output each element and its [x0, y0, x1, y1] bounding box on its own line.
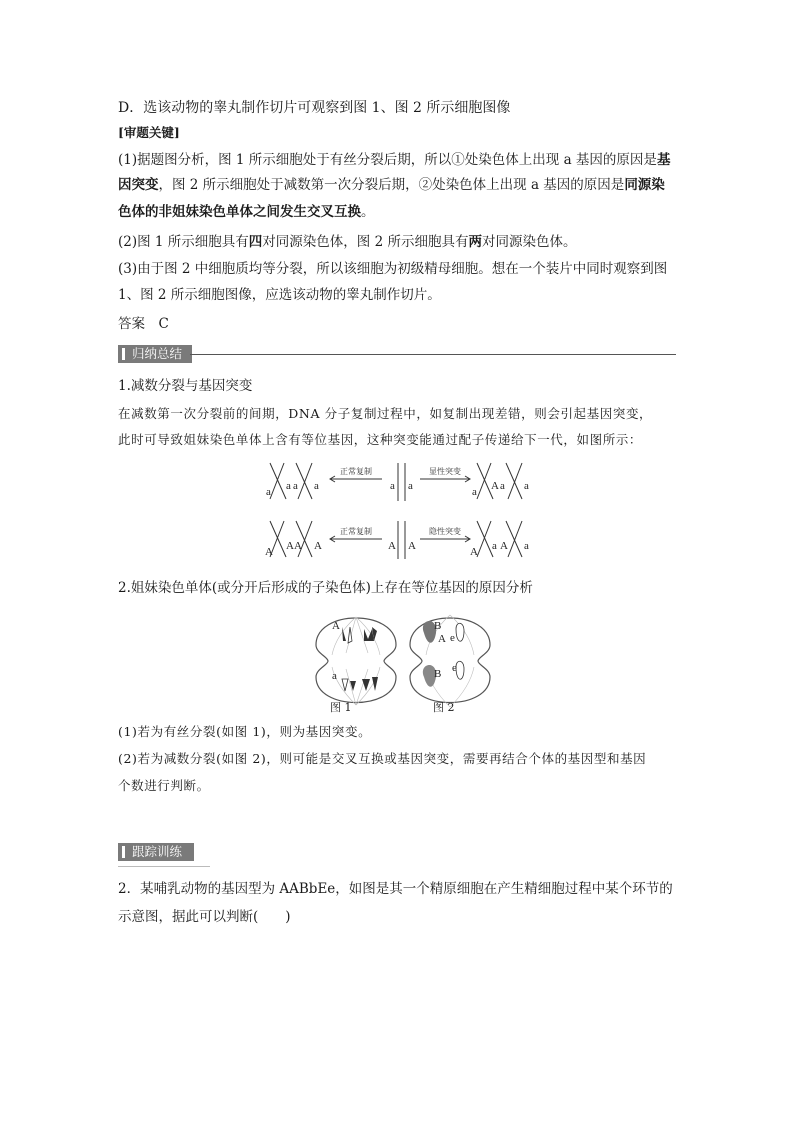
gene-label: A	[470, 546, 478, 558]
cell2-label-A: A	[438, 633, 446, 645]
fig1-caption: 图 1	[330, 701, 352, 714]
gene-label: a	[266, 486, 271, 498]
analysis-p1-line2: 因突变，图 2 所示细胞处于减数第一次分裂后期，②处染色体上出现 a 基因的原因是同源染	[118, 177, 665, 193]
s1-title: 1.减数分裂与基因突变	[118, 378, 253, 394]
analysis-p1-line1: (1)据题图分析，图 1 所示细胞处于有丝分裂后期，所以①处染色体上出现 a 基因的原因是基	[118, 152, 671, 168]
mutation-figure	[262, 455, 540, 567]
cell1-label-a: a	[332, 670, 337, 682]
gene-label: A	[286, 540, 294, 552]
training-section-bar: 跟踪训练	[118, 843, 194, 861]
gene-label: a	[390, 480, 395, 492]
gene-label: a	[524, 480, 529, 492]
gene-label: A	[500, 540, 508, 552]
key-heading: [审题关键]	[118, 125, 180, 140]
s1-body-line2: 此时可导致姐妹染色单体上含有等位基因，这种突变能通过配子传递给下一代，如图所示：	[118, 432, 643, 447]
gene-label: A	[314, 540, 322, 552]
s2-p2-line1: (2)若为减数分裂(如图 2)，则可能是交叉互换或基因突变，需要再结合个体的基因型和基因	[118, 751, 647, 766]
s2-title: 2.姐妹染色单体(或分开后形成的子染色体)上存在等位基因的原因分析	[118, 580, 533, 596]
fig2-caption: 图 2	[433, 701, 455, 714]
answer: 答案 C	[118, 316, 169, 332]
analysis-p3-line2: 1、图 2 所示细胞图像，应选该动物的睾丸制作切片。	[118, 287, 441, 303]
summary-rule	[190, 354, 676, 355]
arrow-label-normal-bottom: 正常复制	[340, 527, 372, 536]
q2-line1: 2．某哺乳动物的基因型为 AABbEe，如图是其一个精原细胞在产生精细胞过程中某个环节的	[118, 881, 673, 897]
option-d: D．选该动物的睾丸制作切片可观察到图 1、图 2 所示细胞图像	[118, 100, 511, 116]
gene-label: a	[286, 480, 291, 492]
gene-label: a	[293, 480, 298, 492]
gene-label: A	[294, 540, 302, 552]
gene-label: a	[500, 480, 505, 492]
training-rule	[118, 866, 210, 867]
cell1-label-A: A	[332, 620, 340, 632]
s1-body-line1: 在减数第一次分裂前的间期，DNA 分子复制过程中，如复制出现差错，则会引起基因突变，	[118, 406, 653, 421]
arrow-label-normal-top: 正常复制	[340, 467, 372, 476]
analysis-p1-line3: 色体的非姐妹染色单体之间发生交叉互换。	[118, 204, 375, 220]
gene-label: a	[472, 486, 477, 498]
cell-figure-1	[316, 617, 396, 705]
s2-p2-line2: 个数进行判断。	[118, 778, 210, 793]
summary-section-bar: 归纳总结	[118, 345, 192, 363]
cell2-label-e-bottom: e	[452, 662, 457, 674]
gene-label: a	[492, 540, 497, 552]
cell2-label-B-top: B	[434, 620, 442, 632]
gene-label: A	[408, 540, 416, 552]
arrow-label-dominant: 显性突变	[429, 467, 461, 476]
cell2-label-e-top: e	[450, 632, 455, 644]
gene-label: a	[408, 480, 413, 492]
analysis-p3-line1: (3)由于图 2 中细胞质均等分裂，所以该细胞为初级精母细胞。想在一个装片中同时观察到图	[118, 261, 668, 277]
s2-p1: (1)若为有丝分裂(如图 1)，则为基因突变。	[118, 724, 372, 739]
gene-label: A	[265, 546, 273, 558]
cell-figure-2	[410, 615, 490, 707]
cell2-label-B-bottom: B	[434, 668, 442, 680]
gene-label: a	[314, 480, 319, 492]
analysis-p2: (2)图 1 所示细胞具有四对同源染色体，图 2 所示细胞具有两对同源染色体。	[118, 234, 577, 250]
q2-line2: 示意图，据此可以判断( )	[118, 909, 291, 925]
gene-label: a	[524, 540, 529, 552]
gene-label: A	[491, 480, 499, 492]
gene-label: A	[388, 540, 396, 552]
arrow-label-recessive: 隐性突变	[429, 527, 461, 536]
